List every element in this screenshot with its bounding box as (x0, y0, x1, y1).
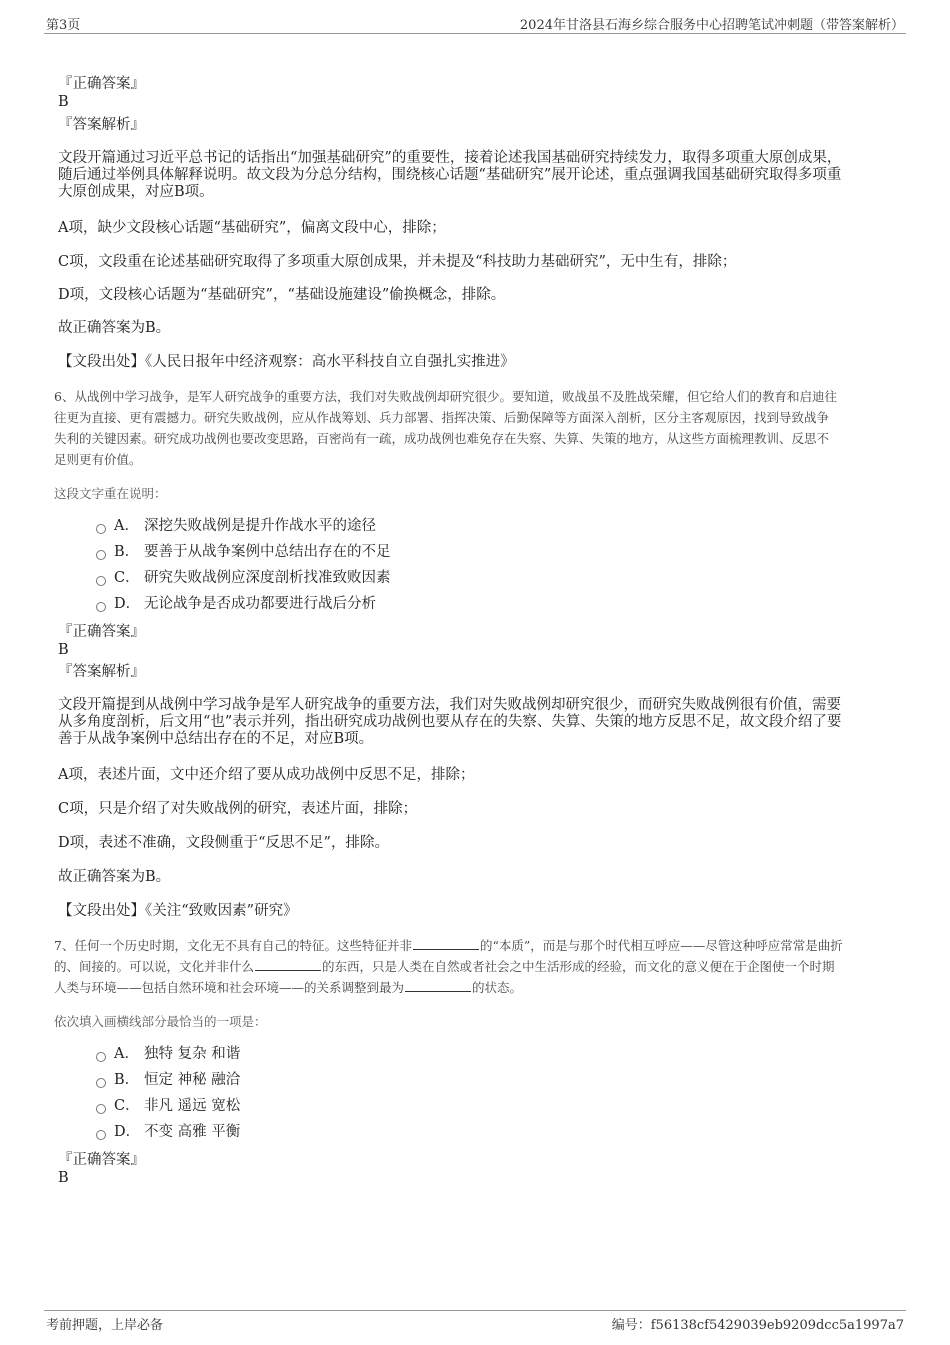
q7-stem (54, 935, 894, 998)
radio-button[interactable] (96, 1104, 106, 1114)
option-letter: B． (114, 1072, 140, 1088)
footer-divider (44, 1310, 906, 1311)
option-letter: D． (114, 596, 141, 612)
q6-conclusion: 故正确答案为B。 (58, 869, 171, 885)
q6-answer: B (58, 642, 69, 658)
q5-analysis-label: 『答案解析』 (58, 117, 145, 133)
q6-source: 【文段出处】《关注“致败因素”研究》 (58, 903, 298, 919)
q6-analysis-line: 从多角度剖析，后文用“也”表示并列，指出研究成功战例也要从存在的失察、失算、失策的地方反思不足，故文段介绍了要 (58, 714, 842, 730)
option-letter: C． (114, 570, 140, 586)
q6-stem-line: 失利的关键因素。研究成功战例也要改变思路，百密尚有一疏，成功战例也难免存在失察、失算、失策的地方，从这些方面梳理教训、反思不 (54, 431, 830, 446)
q6-option-d-note: D项，表述不准确，文段侧重于“反思不足”，排除。 (58, 835, 389, 851)
q6-stem-line: 足则更有价值。 (54, 452, 142, 467)
q6-option-c[interactable] (96, 570, 391, 587)
option-letter: B． (114, 544, 140, 560)
q5-analysis-line: 大原创成果，对应B项。 (58, 184, 214, 200)
q7-stem-text: 的、间接的。可以说，文化并非什么 (54, 959, 255, 974)
q5-answer-label: 『正确答案』 (58, 76, 145, 92)
footer-slogan: 考前押题，上岸必备 (46, 1318, 164, 1333)
q7-stem-text: 的东西，只是人类在自然或者社会之中生活形成的经验，而文化的意义便在于企图使一个时期 (322, 959, 835, 974)
option-letter: C． (114, 1098, 140, 1114)
q6-option-a[interactable] (96, 518, 376, 535)
q7-stem-text: 7、任何一个历史时期，文化无不具有自己的特征。这些特征并非 (54, 938, 412, 953)
q6-option-c-note: C项，只是介绍了对失败战例的研究，表述片面，排除； (58, 801, 418, 817)
q7-option-a[interactable] (96, 1046, 240, 1063)
option-letter: D． (114, 1124, 141, 1140)
q5-analysis (58, 150, 888, 201)
q7-stem-text: 人类与环境——包括自然环境和社会环境——的关系调整到最为 (54, 980, 405, 995)
fill-blank (405, 979, 471, 992)
q7-stem-line (54, 977, 894, 998)
q7-stem-text: 的状态。 (472, 980, 523, 995)
q6-analysis (58, 697, 888, 748)
q7-stem-line (54, 956, 894, 977)
q6-stem (54, 386, 894, 470)
q6-option-a-note: A项，表述片面，文中还介绍了要从成功战例中反思不足，排除； (58, 767, 475, 783)
option-text: 深挖失败战例是提升作战水平的途径 (144, 518, 376, 534)
q6-option-d[interactable] (96, 596, 376, 613)
option-text: 恒定 神秘 融洽 (144, 1072, 241, 1088)
page-number: 第3页 (46, 18, 81, 33)
q5-conclusion: 故正确答案为B。 (58, 320, 171, 336)
option-text: 独特 复杂 和谐 (144, 1046, 241, 1062)
radio-button[interactable] (96, 550, 106, 560)
q5-option-a-note: A项，缺少文段核心话题“基础研究”，偏离文段中心，排除； (58, 220, 446, 236)
document-title: 2024年甘洛县石海乡综合服务中心招聘笔试冲刺题（带答案解析） (519, 18, 904, 33)
option-text: 不变 高雅 平衡 (144, 1124, 241, 1140)
q7-option-c[interactable] (96, 1098, 240, 1115)
q6-stem-line: 6、从战例中学习战争，是军人研究战争的重要方法，我们对失败战例却研究很少。要知道，败战虽不及胜战荣耀，但它给人们的教育和启迪往 (54, 389, 837, 404)
radio-button[interactable] (96, 576, 106, 586)
q6-prompt: 这段文字重在说明： (54, 486, 167, 501)
q7-prompt: 依次填入画横线部分最恰当的一项是： (54, 1014, 267, 1029)
document-id: 编号：f56138cf5429039eb9209dcc5a1997a7 (611, 1318, 904, 1333)
radio-button[interactable] (96, 1130, 106, 1140)
fill-blank (255, 958, 321, 971)
option-text: 非凡 遥远 宽松 (144, 1098, 241, 1114)
option-letter: A． (114, 1046, 139, 1062)
q6-analysis-label: 『答案解析』 (58, 664, 145, 680)
q5-analysis-line: 随后通过举例具体解释说明。故文段为分总分结构，围绕核心话题“基础研究”展开论述，重点强调我国基础研究取得多项重 (58, 167, 842, 183)
fill-blank (413, 937, 479, 950)
q5-option-d-note: D项，文段核心话题为“基础研究”，“基础设施建设”偷换概念，排除。 (58, 287, 506, 303)
q6-analysis-line: 文段开篇提到从战例中学习战争是军人研究战争的重要方法，我们对失败战例却研究很少，而研究失败战例很有价值，需要 (58, 697, 841, 713)
q7-option-b[interactable] (96, 1072, 240, 1089)
q6-answer-label: 『正确答案』 (58, 624, 145, 640)
radio-button[interactable] (96, 1078, 106, 1088)
q7-stem-line (54, 935, 894, 956)
q6-analysis-line: 善于从战争案例中总结出存在的不足，对应B项。 (58, 731, 374, 747)
q5-source: 【文段出处】《人民日报年中经济观察：高水平科技自立自强扎实推进》 (58, 354, 515, 370)
radio-button[interactable] (96, 524, 106, 534)
radio-button[interactable] (96, 1052, 106, 1062)
q7-answer-label: 『正确答案』 (58, 1152, 145, 1168)
radio-button[interactable] (96, 602, 106, 612)
option-text: 要善于从战争案例中总结出存在的不足 (144, 544, 391, 560)
q7-answer: B (58, 1170, 69, 1186)
q7-option-d[interactable] (96, 1124, 240, 1141)
q6-stem-line: 往更为直接、更有震撼力。研究失败战例，应从作战筹划、兵力部署、指挥决策、后勤保障等方面深入剖析，区分主客观原因，找到导致战争 (54, 410, 830, 425)
option-text: 研究失败战例应深度剖析找准致败因素 (144, 570, 391, 586)
q5-option-c-note: C项，文段重在论述基础研究取得了多项重大原创成果，并未提及“科技助力基础研究”，无中生有，排除； (58, 254, 737, 270)
q6-option-b[interactable] (96, 544, 391, 561)
option-text: 无论战争是否成功都要进行战后分析 (144, 596, 376, 612)
q5-analysis-line: 文段开篇通过习近平总书记的话指出“加强基础研究”的重要性，接着论述我国基础研究持续发力，取得多项重大原创成果， (58, 150, 842, 166)
q7-stem-text: 的“本质”，而是与那个时代相互呼应——尽管这种呼应常常是曲折 (479, 938, 843, 953)
header-divider (44, 33, 906, 34)
q5-answer: B (58, 94, 69, 110)
option-letter: A． (114, 518, 139, 534)
